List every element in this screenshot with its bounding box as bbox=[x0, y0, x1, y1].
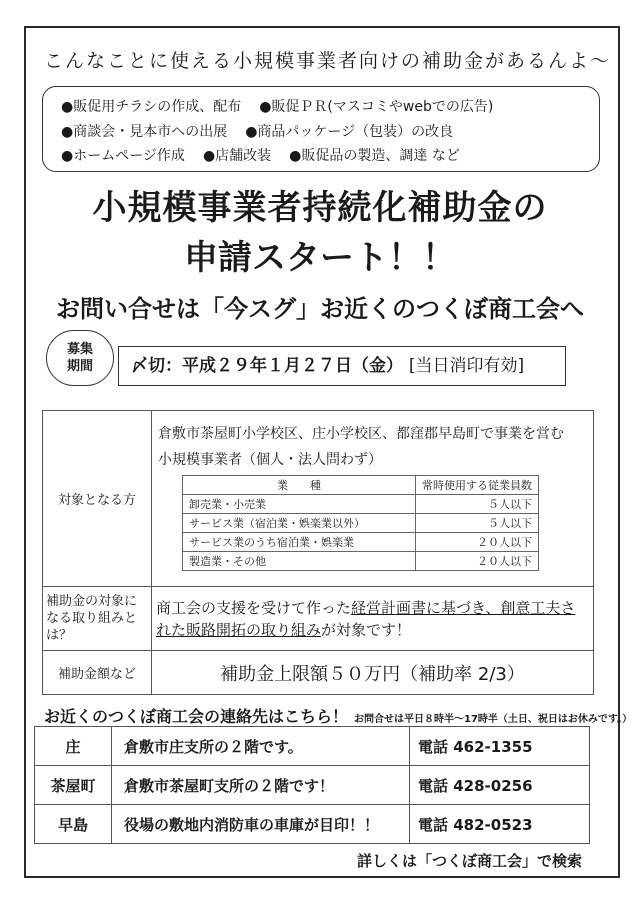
industry-row bbox=[183, 532, 539, 551]
employee-count: ２０人以下 bbox=[416, 551, 539, 570]
scope-text-c: が対象です！ bbox=[321, 620, 412, 639]
contact-hours: お問合せは平日８時半～17時半（土日、祝日はお休みです。） bbox=[354, 714, 633, 725]
tagline: こんなことに使える小規模事業者向けの補助金があるんよ～ bbox=[44, 50, 612, 72]
contact-phone: 電話 462-1355 bbox=[410, 727, 590, 766]
amount-row bbox=[43, 651, 594, 695]
period-badge-line1: 募集 bbox=[66, 342, 93, 357]
contact-area: 庄 bbox=[35, 727, 112, 766]
deadline-box bbox=[118, 346, 566, 386]
industry-row bbox=[183, 494, 539, 513]
uses-row-2 bbox=[61, 121, 471, 141]
use-item: ●ホームページ作成 bbox=[61, 148, 185, 164]
contact-address: 倉敷市庄支所の２階です。 bbox=[112, 727, 410, 766]
use-item: ●商品パッケージ（包装）の改良 bbox=[245, 124, 454, 140]
amount-label: 補助金額など bbox=[43, 651, 152, 695]
use-item: ●店舗改装 bbox=[202, 148, 272, 164]
subtitle: お問い合せは「今スグ」お近くのつくぼ商工会へ bbox=[56, 295, 584, 323]
period-badge bbox=[46, 330, 114, 386]
contact-phone: 電話 428-0256 bbox=[410, 766, 590, 805]
industry-col-header: 業 種 bbox=[183, 475, 416, 494]
contact-table bbox=[34, 726, 590, 844]
use-item: ●販促用チラシの作成、配布 bbox=[61, 99, 242, 115]
contact-phone: 電話 482-0523 bbox=[410, 805, 590, 844]
deadline: 〆切：平成２９年１月２７日（金） bbox=[131, 356, 403, 376]
scope-content bbox=[152, 587, 594, 651]
scope-text-a: 商工会の支援を受けて作った bbox=[156, 598, 352, 617]
target-content bbox=[152, 411, 594, 587]
employee-count: ５人以下 bbox=[416, 513, 539, 532]
industry-row bbox=[183, 551, 539, 570]
uses-row-3 bbox=[61, 145, 478, 165]
scope-text-underlined: 経営計画書に基づき、創意工夫された販路開拓の取り組み bbox=[156, 598, 576, 639]
contact-heading bbox=[44, 704, 632, 727]
industry-name: 製造業・その他 bbox=[183, 551, 416, 570]
industry-header bbox=[183, 475, 539, 494]
contact-row bbox=[35, 805, 590, 844]
use-item: ●商談会・見本市への出展 bbox=[61, 124, 228, 140]
contact-row bbox=[35, 766, 590, 805]
employee-count: ５人以下 bbox=[416, 494, 539, 513]
uses-row-1 bbox=[61, 96, 511, 116]
period-badge-line2: 期間 bbox=[66, 359, 93, 374]
footer-search-hint: 詳しくは「つくぼ商工会」で検索 bbox=[356, 852, 582, 870]
contact-area: 早島 bbox=[35, 805, 112, 844]
target-text-line1: 倉敷市茶屋町小学校区、庄小学校区、都窪郡早島町で事業を営む bbox=[158, 425, 564, 442]
target-label: 対象となる方 bbox=[43, 411, 152, 587]
scope-label: 補助金の対象になる取り組みとは？ bbox=[43, 587, 152, 651]
count-col-header: 常時使用する従業員数 bbox=[416, 475, 539, 494]
uses-box bbox=[42, 86, 600, 172]
main-title: 小規模事業者持続化補助金の bbox=[92, 188, 548, 228]
target-text-line2: 小規模事業者（個人・法人問わず） bbox=[158, 451, 382, 468]
scope-row bbox=[43, 587, 594, 651]
contact-row bbox=[35, 727, 590, 766]
industry-name: サービス業のうち宿泊業・娯楽業 bbox=[183, 532, 416, 551]
employee-count: ２０人以下 bbox=[416, 532, 539, 551]
industry-table bbox=[182, 475, 539, 571]
industry-name: サービス業（宿泊業・娯楽業以外） bbox=[183, 513, 416, 532]
info-table bbox=[42, 410, 594, 695]
deadline-note: [当日消印有効] bbox=[408, 356, 525, 376]
contact-area: 茶屋町 bbox=[35, 766, 112, 805]
contact-address: 役場の敷地内消防車の車庫が目印！！ bbox=[112, 805, 410, 844]
contact-heading-text: お近くのつくぼ商工会の連絡先はこちら！ bbox=[44, 707, 349, 726]
use-item: ●販促品の製造、調達 など bbox=[289, 148, 460, 164]
contact-address: 倉敷市茶屋町支所の２階です！ bbox=[112, 766, 410, 805]
amount-text: 補助金上限額５０万円（補助率 2/3） bbox=[152, 651, 594, 695]
use-item: ●販促ＰＲ(マスコミやwebでの広告) bbox=[259, 99, 494, 115]
target-row bbox=[43, 411, 594, 587]
main-title-line2: 申請スタート！！ bbox=[184, 238, 456, 278]
industry-row bbox=[183, 513, 539, 532]
industry-name: 卸売業・小売業 bbox=[183, 494, 416, 513]
